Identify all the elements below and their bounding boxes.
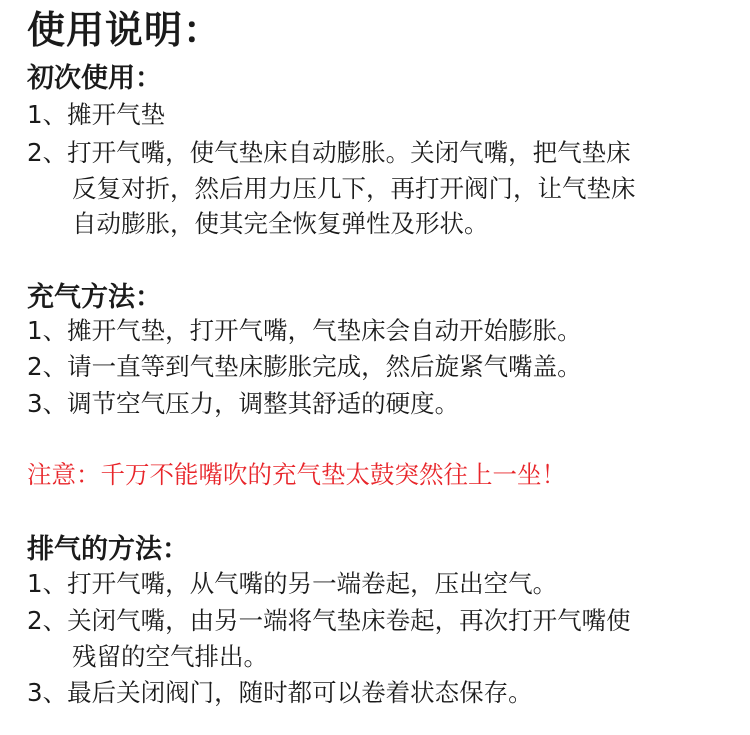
warning-text: 注意：千万不能嘴吹的充气垫太鼓突然往上一坐！ [27, 460, 566, 489]
section-heading-inflation: 充气方法： [27, 282, 162, 313]
instruction-line: 3、最后关闭阀门，随时都可以卷着状态保存。 [27, 678, 533, 707]
instruction-line: 3、调节空气压力，调整其舒适的硬度。 [27, 389, 460, 418]
instruction-line: 2、请一直等到气垫床膨胀完成，然后旋紧气嘴盖。 [27, 352, 582, 381]
instruction-line: 1、摊开气垫 [27, 100, 166, 129]
instruction-line: 2、关闭气嘴，由另一端将气垫床卷起，再次打开气嘴使 [27, 606, 631, 635]
section-heading-first-use: 初次使用： [27, 63, 162, 94]
instruction-line: 2、打开气嘴，使气垫床自动膨胀。关闭气嘴，把气垫床 [27, 138, 631, 167]
section-heading-deflation: 排气的方法： [27, 534, 189, 565]
page-title: 使用说明： [27, 8, 223, 52]
instruction-line-continued: 残留的空气排出。 [72, 642, 268, 671]
instruction-line: 1、摊开气垫，打开气嘴，气垫床会自动开始膨胀。 [27, 316, 582, 345]
instruction-line-continued: 自动膨胀，使其完全恢复弹性及形状。 [72, 209, 489, 238]
instruction-line-continued: 反复对折，然后用力压几下，再打开阀门，让气垫床 [72, 174, 636, 203]
instruction-line: 1、打开气嘴，从气嘴的另一端卷起，压出空气。 [27, 569, 558, 598]
